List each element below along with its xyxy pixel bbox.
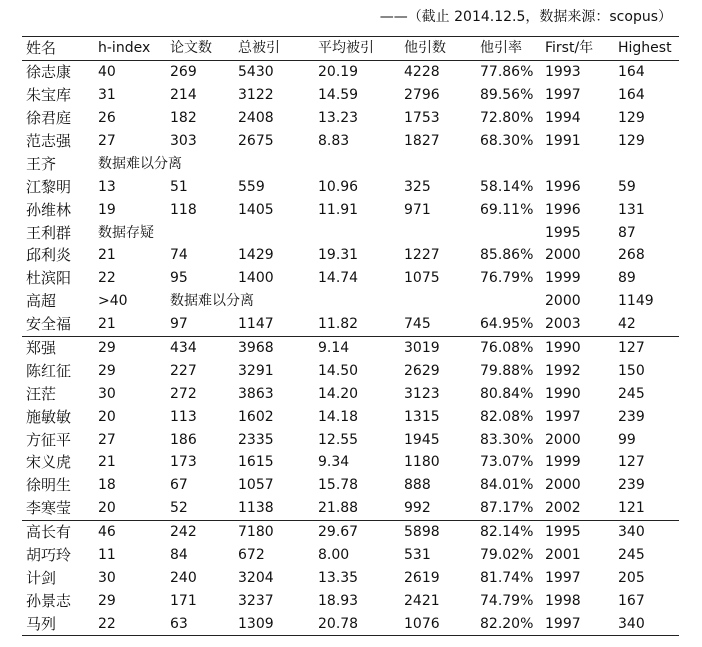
table-cell: 11 (98, 547, 116, 564)
table-cell: 84 (170, 547, 188, 564)
header-paper-count: 论文数 (166, 37, 234, 61)
table-row (22, 336, 679, 359)
table-cell: 1076 (400, 612, 476, 635)
table-cell: 76.79% (480, 270, 534, 287)
table-cell: 1992 (545, 362, 581, 379)
name-cell: 江黎明 (26, 177, 72, 196)
table-cell: 1227 (404, 247, 440, 264)
name-cell: 徐志康 (26, 63, 72, 82)
table-cell: 239 (618, 477, 645, 494)
table-cell: 245 (618, 547, 645, 564)
table-row (22, 497, 679, 520)
name-cell: 郑强 (22, 336, 94, 359)
citation-statistics-table (22, 36, 679, 636)
table-cell: 2408 (238, 110, 274, 127)
table-cell: 19 (98, 201, 116, 218)
table-cell: 2421 (404, 592, 440, 609)
table-cell: 1998 (545, 592, 581, 609)
table-cell: 3863 (238, 385, 274, 402)
table-cell: 9.14 (314, 336, 400, 359)
table-cell: 1400 (238, 270, 274, 287)
table-cell: 127 (618, 454, 645, 471)
name-cell: 范志强 (26, 132, 72, 150)
name-cell: 陈红征 (26, 361, 72, 380)
table-cell: 87.17% (480, 500, 534, 517)
table-cell: 1138 (238, 500, 274, 517)
table-cell: 3291 (238, 362, 274, 379)
table-cell: 8.83 (318, 133, 350, 149)
table-cell: 12.55 (318, 431, 359, 448)
table-cell: 1180 (404, 454, 440, 471)
table-cell: 1996 (545, 201, 581, 218)
table-cell: 18 (98, 477, 116, 494)
table-cell: 167 (618, 592, 645, 609)
table-cell: 340 (614, 612, 679, 635)
table-cell: 84.01% (480, 477, 534, 494)
table-cell: 2000 (545, 247, 581, 264)
table-row (22, 359, 679, 382)
table-cell (234, 152, 314, 175)
table-cell: 30 (98, 569, 116, 586)
table-row (22, 451, 679, 474)
table-row (22, 589, 679, 612)
table-cell: 67 (170, 477, 188, 494)
table-cell: 214 (170, 87, 197, 104)
name-cell: 杜滨阳 (26, 269, 72, 288)
table-cell: 1149 (618, 293, 654, 310)
table-cell: 20.19 (318, 64, 359, 81)
table-cell: 182 (170, 110, 197, 127)
table-cell: 27 (98, 431, 116, 448)
header-external-citation-rate: 他引率 (476, 37, 541, 61)
table-cell: 95 (170, 270, 188, 287)
table-cell: 15.78 (318, 477, 359, 494)
name-cell: 安全福 (26, 315, 72, 334)
table-cell: 21 (98, 316, 116, 333)
table-cell: 40 (98, 64, 116, 81)
table-cell: 3019 (400, 336, 476, 359)
table-cell: 69.11% (480, 201, 534, 218)
table-cell: 89.56% (480, 87, 534, 104)
table-cell: 19.31 (318, 247, 359, 264)
table-cell: 14.20 (318, 385, 359, 402)
table-cell: 85.86% (480, 247, 534, 264)
header-h-index: h-index (94, 37, 166, 61)
table-cell: 240 (170, 569, 197, 586)
table-cell: 434 (166, 336, 234, 359)
table-cell: 14.50 (318, 362, 359, 379)
table-cell: 272 (170, 385, 197, 402)
table-row (22, 221, 679, 244)
table-cell: 22 (94, 612, 166, 635)
table-cell: 29 (98, 592, 116, 609)
table-cell: 672 (238, 547, 265, 564)
table-cell: 1991 (545, 133, 581, 149)
table-cell: 992 (404, 500, 431, 517)
table-cell: 89 (618, 270, 636, 287)
table-cell: 2000 (545, 431, 581, 448)
name-cell: 李寒莹 (26, 499, 72, 518)
table-cell: 1315 (404, 408, 440, 425)
name-cell: 邱利炎 (26, 246, 72, 265)
name-cell: 朱宝库 (26, 86, 72, 105)
name-cell: 徐明生 (26, 476, 72, 495)
table-cell: 数据存疑 (98, 224, 154, 241)
table-cell: 164 (618, 87, 645, 104)
name-cell: 计剑 (26, 568, 57, 587)
table-row (22, 382, 679, 405)
table-cell (476, 290, 541, 313)
table-cell: 14.74 (318, 270, 359, 287)
table-cell: 227 (170, 362, 197, 379)
table-cell: 13.23 (318, 110, 359, 127)
header-first-year: First/年 (541, 37, 614, 61)
table-cell: 205 (618, 569, 645, 586)
table-cell: 7180 (234, 520, 314, 543)
table-row (22, 130, 679, 153)
table-cell: 99 (618, 431, 636, 448)
table-cell: 164 (618, 64, 645, 81)
table-cell: 20 (98, 408, 116, 425)
table-cell: 131 (618, 201, 645, 218)
table-cell: 1995 (541, 520, 614, 543)
table-cell: 245 (618, 385, 645, 402)
table-cell: 21 (98, 454, 116, 471)
name-cell: 王利群 (26, 223, 72, 242)
table-cell (314, 290, 400, 313)
table-cell: 1429 (238, 247, 274, 264)
table-cell: 1995 (545, 224, 581, 241)
table-cell: 26 (98, 110, 116, 127)
table-cell: 3968 (234, 336, 314, 359)
table-cell: 173 (170, 454, 197, 471)
table-row (22, 612, 679, 635)
table-cell: 1997 (545, 408, 581, 425)
table-row (22, 474, 679, 497)
table-cell: 2000 (545, 293, 581, 310)
table-row (22, 290, 679, 313)
table-cell (476, 221, 541, 244)
table-cell: 20 (98, 500, 116, 517)
name-cell: 高长有 (22, 520, 94, 543)
table-row (22, 313, 679, 336)
table-cell: 82.08% (480, 408, 534, 425)
source-note: ——（截止 2014.12.5，数据来源：scopus） (379, 9, 672, 25)
table-cell: 303 (170, 133, 197, 149)
table-cell: 1997 (545, 87, 581, 104)
table-cell: 1827 (404, 133, 440, 149)
table-cell: 13 (98, 178, 116, 195)
table-cell: 268 (618, 247, 645, 264)
table-cell: 745 (404, 316, 431, 333)
table-cell: 77.86% (480, 64, 534, 81)
table-cell (166, 221, 234, 244)
table-row (22, 198, 679, 221)
table-cell: 129 (618, 110, 645, 127)
table-cell: 1997 (541, 612, 614, 635)
table-cell: 29 (94, 336, 166, 359)
table-cell: 18.93 (318, 592, 359, 609)
table-cell: 1994 (545, 110, 581, 127)
table-cell: 2675 (238, 133, 274, 149)
table-cell: 72.80% (480, 110, 534, 127)
table-cell: 2796 (404, 87, 440, 104)
table-row (22, 60, 679, 83)
table-row (22, 428, 679, 451)
table-cell: 239 (618, 408, 645, 425)
table-row (22, 520, 679, 543)
table-cell: 79.88% (480, 362, 534, 379)
table-cell: 150 (618, 362, 645, 379)
table-cell: 971 (404, 201, 431, 218)
table-cell (400, 221, 476, 244)
table-cell: 340 (614, 520, 679, 543)
table-cell: 5898 (400, 520, 476, 543)
table-cell: 81.74% (480, 569, 534, 586)
header-average-citations: 平均被引 (314, 37, 400, 61)
table-cell: 80.84% (480, 385, 534, 402)
table-cell (314, 221, 400, 244)
statistics-table-container (22, 36, 679, 636)
table-row (22, 175, 679, 198)
table-cell: 171 (170, 592, 197, 609)
table-cell: 14.18 (318, 408, 359, 425)
table-row (22, 566, 679, 589)
table-cell: 73.07% (480, 454, 534, 471)
table-cell: 20.78 (314, 612, 400, 635)
table-cell: 22 (98, 270, 116, 287)
table-cell: 531 (404, 547, 431, 564)
table-cell (541, 152, 614, 175)
table-body (22, 60, 679, 635)
table-cell: 31 (98, 87, 116, 104)
table-cell: 129 (618, 133, 645, 149)
table-cell: 3204 (238, 569, 274, 586)
table-cell: 2003 (545, 316, 581, 333)
table-cell (400, 290, 476, 313)
table-cell: 52 (170, 500, 188, 517)
table-cell: 74 (170, 247, 188, 264)
table-cell: 1999 (545, 270, 581, 287)
table-row (22, 244, 679, 267)
table-cell: 29 (98, 362, 116, 379)
table-cell: 1993 (545, 64, 581, 81)
table-cell: 1615 (238, 454, 274, 471)
table-cell: 29.67 (314, 520, 400, 543)
table-cell: 9.34 (318, 454, 350, 471)
table-cell: 325 (404, 178, 431, 195)
header-highest: Highest (614, 37, 679, 61)
table-cell: 11.82 (318, 316, 359, 333)
table-cell: 2001 (545, 547, 581, 564)
name-cell: 宋义虎 (26, 453, 72, 472)
table-row (22, 84, 679, 107)
table-cell: 118 (170, 201, 197, 218)
table-cell: 1602 (238, 408, 274, 425)
table-cell (476, 152, 541, 175)
table-cell: 2002 (545, 500, 581, 517)
table-cell: 10.96 (318, 178, 359, 195)
table-cell: 1405 (238, 201, 274, 218)
table-row (22, 405, 679, 428)
name-cell: 马列 (22, 612, 94, 635)
table-header (22, 37, 679, 61)
name-cell: 胡巧玲 (26, 546, 72, 565)
header-external-citations: 他引数 (400, 37, 476, 61)
header-total-citations: 总被引 (234, 37, 314, 61)
table-cell (314, 152, 400, 175)
table-cell: 3123 (404, 385, 440, 402)
name-cell: 王齐 (26, 154, 57, 173)
name-cell: 高超 (26, 292, 57, 311)
table-cell: 74.79% (480, 592, 534, 609)
table-cell: 1057 (238, 477, 274, 494)
table-cell: 2629 (404, 362, 440, 379)
table-cell (614, 152, 679, 175)
table-cell: 1147 (238, 316, 274, 333)
table-cell: 1075 (404, 270, 440, 287)
table-cell: 21 (98, 247, 116, 264)
table-cell (400, 152, 476, 175)
table-cell: 1990 (545, 385, 581, 402)
table-cell: 888 (404, 477, 431, 494)
table-cell: 数据难以分离 (98, 155, 182, 172)
table-cell: 8.00 (318, 547, 350, 564)
table-cell: 59 (618, 178, 636, 195)
name-cell: 孙维林 (26, 200, 72, 219)
table-cell: 3237 (238, 592, 274, 609)
table-row (22, 107, 679, 130)
table-row (22, 152, 679, 175)
table-cell: 14.59 (318, 87, 359, 104)
table-cell: 4228 (404, 64, 440, 81)
table-cell: 97 (170, 316, 188, 333)
table-cell: 242 (166, 520, 234, 543)
header-row (22, 37, 679, 61)
table-cell: 1753 (404, 110, 440, 127)
name-cell: 汪茫 (26, 384, 57, 403)
table-cell: 79.02% (480, 547, 534, 564)
table-row (22, 544, 679, 567)
table-cell: 1996 (545, 178, 581, 195)
name-cell: 孙景志 (26, 591, 72, 610)
table-cell: 87 (618, 224, 636, 241)
table-cell: 1990 (541, 336, 614, 359)
table-cell: 113 (170, 408, 197, 425)
table-cell: 1309 (234, 612, 314, 635)
name-cell: 施敏敏 (26, 407, 72, 426)
table-cell: 63 (166, 612, 234, 635)
table-cell: 559 (238, 178, 265, 195)
table-cell: 51 (170, 178, 188, 195)
table-cell: 13.35 (318, 569, 359, 586)
table-cell: 186 (170, 431, 197, 448)
table-cell: 83.30% (480, 431, 534, 448)
table-row (22, 267, 679, 290)
table-cell: 2335 (238, 431, 274, 448)
table-cell: 30 (98, 385, 116, 402)
table-cell: 27 (98, 133, 116, 149)
table-cell: 76.08% (476, 336, 541, 359)
table-cell: 5430 (238, 64, 274, 81)
table-cell: 58.14% (480, 178, 534, 195)
table-cell: 127 (614, 336, 679, 359)
table-cell: 1999 (545, 454, 581, 471)
table-cell: >40 (98, 293, 128, 310)
table-cell: 82.20% (476, 612, 541, 635)
table-cell: 数据难以分离 (170, 293, 254, 310)
table-cell: 21.88 (318, 500, 359, 517)
table-cell: 1945 (404, 431, 440, 448)
table-cell: 2000 (545, 477, 581, 494)
table-cell: 3122 (238, 87, 274, 104)
table-cell: 46 (94, 520, 166, 543)
table-cell: 82.14% (476, 520, 541, 543)
name-cell: 方征平 (26, 430, 72, 449)
table-cell: 121 (618, 500, 645, 517)
table-cell: 64.95% (480, 316, 534, 333)
table-cell: 1997 (545, 569, 581, 586)
header-name: 姓名 (22, 37, 94, 61)
table-cell: 11.91 (318, 201, 359, 218)
table-cell (234, 221, 314, 244)
table-cell: 269 (170, 64, 197, 81)
table-cell: 68.30% (480, 133, 534, 149)
table-cell: 2619 (404, 569, 440, 586)
table-cell: 42 (618, 316, 636, 333)
name-cell: 徐君庭 (26, 109, 72, 128)
